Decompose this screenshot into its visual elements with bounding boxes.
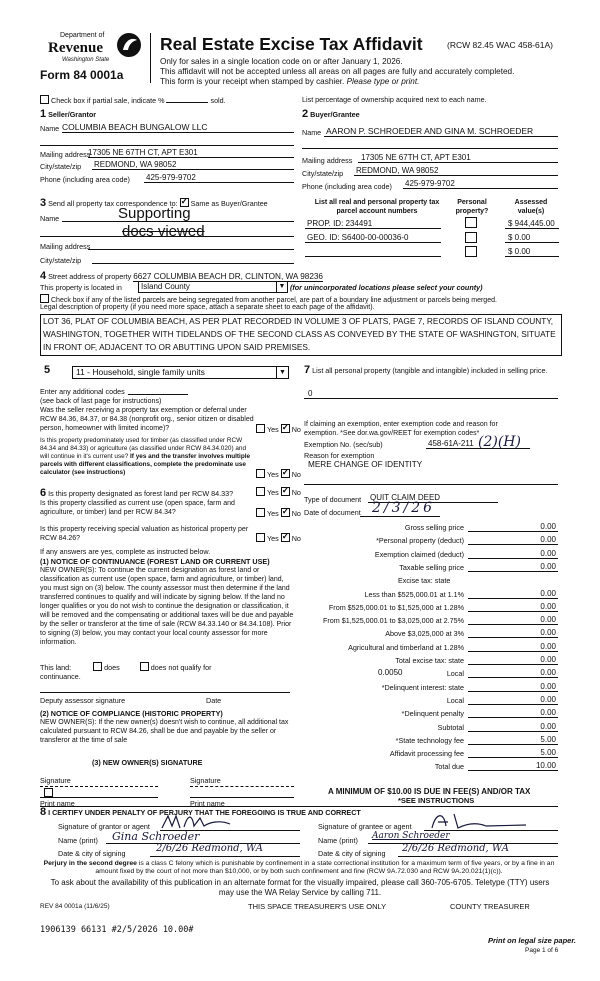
grantor-name-print[interactable]: Gina Schroeder: [112, 830, 200, 843]
tax-row-label: From $525,000.01 to $1,525,000 at 1.28%: [328, 603, 464, 612]
personal-property-checkbox[interactable]: [465, 232, 477, 243]
parcels-header-2: Personal property?: [455, 199, 489, 215]
tax-row-value[interactable]: 0.00: [540, 682, 556, 691]
exemption-intro: If claiming an exemption, enter exemption code and reason for exemption. *See dor.wa.gov/REET for exemption codes*: [304, 421, 498, 437]
form-citation: (RCW 82.45 WAC 458-61A): [447, 40, 553, 50]
doc-date[interactable]: 2/3/26: [372, 500, 436, 516]
yes-checkbox[interactable]: [256, 508, 265, 517]
located-in-label: This property is located in: [40, 283, 122, 292]
tax-row-value[interactable]: 0.00: [540, 695, 556, 704]
revision: REV 84 0001a (11/6/25): [40, 903, 110, 910]
grantee-date-label: Date & city of signing: [318, 849, 386, 858]
codes-note: (see back of last page for instructions): [40, 396, 162, 405]
county-treasurer: COUNTY TREASURER: [450, 902, 530, 911]
tax-row-value[interactable]: 0.00: [540, 655, 556, 664]
chevron-down-icon: ▼: [276, 367, 288, 378]
dor-logo: [40, 30, 148, 68]
local-rate[interactable]: 0.0050: [378, 668, 403, 677]
section5-number: 5: [44, 364, 51, 376]
owner-print-name-label-2: Print name: [190, 799, 225, 808]
buyer-name-label: Name: [302, 128, 322, 137]
seller-mailing[interactable]: 17305 NE 67TH CT, APT E301: [88, 148, 198, 157]
tax-row-value[interactable]: 0.00: [540, 522, 556, 531]
s5-q1-answer: Yes ✓ No: [256, 424, 301, 434]
tax-row-value[interactable]: 0.00: [540, 535, 556, 544]
exemption-label: Exemption No. (sec/sub): [304, 440, 383, 449]
segregated-row: Check box if any of the listed parcels are being segregated from another parcel, are part of a boundary line adjustment or parcels being merged.: [40, 294, 497, 306]
does-not-checkbox[interactable]: [140, 662, 149, 671]
sig-grantee-label: Signature of grantee or agent: [318, 822, 412, 831]
parcels-header-3: Assessed value(s): [514, 199, 548, 215]
tax-row-label: From $1,525,000.01 to $3,025,000 at 2.75%: [322, 616, 464, 625]
land-use-value: 11 - Household, single family units: [76, 367, 205, 377]
tax-row-value[interactable]: 5.00: [540, 735, 556, 744]
corr-city-label: City/state/zip: [40, 256, 82, 265]
supporting-stamp: Supporting: [118, 205, 191, 222]
no-checkbox[interactable]: [281, 508, 290, 517]
codes-label: Enter any additional codes: [40, 387, 125, 396]
doc-type[interactable]: QUIT CLAIM DEED: [370, 493, 441, 502]
s6-q2: Is this property classified as current use (open space, farm and agriculture, or timber) land per RCW 84.34?: [40, 500, 235, 516]
s6-q1: 6 Is this property designated as forest land per RCW 84.33?: [40, 487, 234, 499]
no-checkbox[interactable]: [281, 487, 290, 496]
yes-checkbox[interactable]: [256, 533, 265, 542]
tax-row-value[interactable]: 0.00: [540, 589, 556, 598]
notice1-title: (1) NOTICE OF CONTINUANCE (FOREST LAND OR CURRENT USE): [40, 557, 270, 566]
tax-row-value[interactable]: 0.00: [540, 708, 556, 717]
exemption-handwritten: (2)(H): [478, 434, 521, 450]
s6-q2-answer: Yes ✓ No: [256, 508, 301, 518]
tax-row-label: Less than $525,000.01 at 1.1%: [364, 590, 464, 599]
ownership-note: List percentage of ownership acquired next to each name.: [302, 95, 487, 104]
s6-q1-answer: Yes ✓ No: [256, 487, 301, 497]
s5-q1: Was the seller receiving a property tax exemption or deferral under RCW 84.36, 84.37, or 84.38 (nonprofit org., senior citizen or disabled person, homeowner with limited income)?: [40, 407, 254, 432]
tax-row-label: *Delinquent penalty: [401, 709, 464, 718]
buyer-name[interactable]: AARON P. SCHROEDER AND GINA M. SCHROEDER: [326, 126, 534, 136]
tax-row-label: Total due: [434, 762, 464, 771]
corr-mailing-label: Mailing address: [40, 242, 91, 251]
tax-row-label: *State technology fee: [395, 736, 464, 745]
docs-viewed-stamp: docs viewed: [122, 223, 205, 240]
buyer-phone[interactable]: 425-979-9702: [405, 179, 455, 188]
tax-row-label: *Personal property (deduct): [376, 536, 464, 545]
parcels-header-1: List all real and personal property tax parcel account numbers: [314, 199, 440, 215]
personal-property-checkbox[interactable]: [465, 246, 477, 257]
s5-q2-answer: Yes ✓ No: [256, 469, 301, 479]
page-number: Page 1 of 6: [525, 947, 559, 954]
exemption-number[interactable]: 458-61A-211: [428, 439, 474, 448]
s6-q3: Is this property receiving special valuation as historical property per RCW 84.26?: [40, 526, 249, 542]
s6-note: If any answers are yes, complete as instructed below.: [40, 547, 211, 556]
dept-line: Department of: [60, 32, 105, 39]
seller-name-label: Name: [40, 124, 60, 133]
owner-signature-box[interactable]: [44, 788, 53, 797]
seller-city-label: City/state/zip: [40, 162, 82, 171]
parcel-id[interactable]: PROP. ID: 234491: [307, 219, 373, 228]
grantor-signature[interactable]: [160, 812, 240, 832]
state-line: Washington State: [62, 57, 110, 63]
doc-type-label: Type of document: [304, 495, 362, 504]
receipt-stamp: 1906139 66131 #2/5/2026 10.00#: [40, 925, 194, 935]
no-checkbox[interactable]: [281, 469, 290, 478]
notice2-text: NEW OWNER(S): If the new owner(s) doesn't wish to continue, all additional tax calculated pursuant to RCW 84.26, shall be due and payable by the seller or transferor at the time of sale: [40, 719, 289, 744]
s6-q3-answer: Yes ✓ No: [256, 533, 301, 543]
grantor-name-label: Name (print): [58, 836, 98, 845]
header-line2: This affidavit will not be accepted unless all areas on all pages are fully and accurately completed.: [160, 67, 515, 76]
segregated-checkbox[interactable]: [40, 294, 49, 303]
notice1-text: NEW OWNER(S): To continue the current designation as forest land or classification as current use (open space, farm and agriculture, or timber) land, you must sign on (3) below. The county assessor must then determine if the land transferred continues to qualify and will indicate by signing below. If the land no longer qualifies or you do not wish to continue the designation or classification, it will be removed and the compensating or additional taxes will be due and payable by the seller or transferor at the time of sale (RCW 84.33.140 or 84.34.108). Prior to signing (3) below, you may contact your local county assessor for more information.: [40, 567, 294, 646]
tax-row-label: Total excise tax: state: [395, 656, 464, 665]
seller-heading: 1 Seller/Grantor: [40, 108, 97, 120]
tax-row-label: Exemption claimed (deduct): [374, 550, 464, 559]
corr-name-label: Name: [40, 214, 60, 223]
see-instructions: *SEE INSTRUCTIONS: [398, 796, 475, 805]
land-use-select[interactable]: [72, 366, 289, 379]
minimum-note: A MINIMUM OF $10.00 IS DUE IN FEE(S) AND/OR TAX: [328, 787, 531, 796]
grantor-date-city[interactable]: 2/6/26 Redmond, WA: [156, 843, 263, 854]
grantee-date-city[interactable]: 2/6/26 Redmond, WA: [402, 843, 509, 854]
header-line3: This form is your receipt when stamped by cashier. Please type or print.: [160, 77, 420, 86]
buyer-city-label: City/state/zip: [302, 169, 344, 178]
sig-grantor-label: Signature of grantor or agent: [58, 822, 150, 831]
yes-checkbox[interactable]: [256, 469, 265, 478]
buyer-heading: 2 Buyer/Grantee: [302, 108, 360, 120]
tax-row-label: Local: [446, 696, 464, 705]
form-title: Real Estate Excise Tax Affidavit: [160, 34, 423, 54]
exemption-reason[interactable]: MERE CHANGE OF IDENTITY: [308, 460, 423, 469]
continuance-label: continuance.: [40, 672, 81, 681]
buyer-phone-label: Phone (including area code): [302, 182, 392, 191]
revenue-logo-icon: [116, 32, 142, 58]
assessed-value[interactable]: $ 944,445.00: [508, 219, 555, 228]
owner-signature-label-2: Signature: [190, 776, 221, 785]
assessed-value[interactable]: $ 0.00: [508, 233, 531, 242]
tax-row-value[interactable]: 0.00: [540, 602, 556, 611]
property-address-row: 4 Street address of property 6627 COLUMBIA BEACH DR, CLINTON, WA 98236: [40, 270, 323, 282]
seller-mailing-label: Mailing address: [40, 150, 91, 159]
owner-signature-label: Signature: [40, 776, 71, 785]
grantor-date-label: Date & city of signing: [58, 849, 126, 858]
tax-row-value[interactable]: 0.00: [540, 642, 556, 651]
section7-title: 7 List all personal property (tangible and intangible) included in selling price.: [304, 364, 548, 376]
land-qualify-row: This land: does does not qualify for: [40, 663, 212, 672]
partial-sale-row: Check box if partial sale, indicate % sold.: [40, 95, 226, 105]
county-note: (for unincorporated locations please select your county): [290, 283, 483, 292]
legal-description[interactable]: LOT 36, PLAT OF COLUMBIA BEACH, AS PER PLAT RECORDED IN VOLUME 3 OF PLATS, PAGE 7, RECORDS OF ISLAND COUNTY, WASHINGTON, TOGETHER WITH TIDELANDS OF THE SECOND CLASS AS CONVEYED BY THE STATE OF WASHINGTON, SITUATE IN FRONT OF, ADJACENT TO OR ABUTTING UPON SAID PREMISES.: [40, 314, 562, 356]
accessibility-notice: To ask about the availability of this publication in an alternate format for the visually impaired, please call 360-705-6705. Teletype (TTY) users may use the WA Relay Service by calling 711.: [50, 878, 550, 897]
header-line1: Only for sales in a single location code on or after January 1, 2026.: [160, 57, 403, 66]
tax-row-label: Above $3,025,000 at 3%: [385, 629, 464, 638]
grantee-name-label: Name (print): [318, 836, 358, 845]
parcel-id[interactable]: GEO. ID: S6400-00-00036-0: [307, 233, 409, 242]
deputy-label: Deputy assessor signature: [40, 696, 126, 705]
grantee-signature[interactable]: [426, 810, 536, 832]
yes-checkbox[interactable]: [256, 424, 265, 433]
tax-row-label: Affidavit processing fee: [389, 749, 464, 758]
certify-title: 8 I CERTIFY UNDER PENALTY OF PERJURY THAT THE FOREGOING IS TRUE AND CORRECT: [40, 806, 361, 818]
no-checkbox[interactable]: [281, 533, 290, 542]
does-checkbox[interactable]: [93, 662, 102, 671]
print-legal: Print on legal size paper.: [488, 936, 576, 945]
tax-row-value[interactable]: 10.00: [535, 761, 556, 770]
grantee-name-print[interactable]: Aaron Schroeder: [372, 831, 450, 841]
owner-print-name-label: Print name: [40, 799, 75, 808]
tax-row-value[interactable]: 0.00: [540, 722, 556, 731]
seller-name[interactable]: COLUMBIA BEACH BUNGALOW LLC: [62, 122, 208, 132]
personal-property-checkbox[interactable]: [465, 217, 477, 228]
personal-property-value[interactable]: 0: [308, 389, 313, 398]
legal-label: Legal description of property (if you need more space, attach a separate sheet to each page of the affidavit).: [40, 304, 375, 311]
buyer-mailing[interactable]: 17305 NE 67TH CT, APT E301: [361, 153, 471, 162]
tax-row-label: Local: [446, 669, 464, 678]
s5-q2: Is this property predominately used for timber (as classified under RCW 84.34 and 84.33) or agriculture (as classified under RCW 84.34.020) and will continue in it's current use? If yes and the transfer involves multiple parcels with different classifications, complete the predominate use calculator (see instructions): [40, 437, 251, 476]
tax-row-value[interactable]: 0.00: [540, 615, 556, 624]
tax-row-label: *Delinquent interest: state: [381, 683, 464, 692]
tax-row-value[interactable]: 0.00: [540, 549, 556, 558]
perjury-notice: Perjury in the second degree is a class C felony which is punishable by confinement in a state correctional institution for a maximum term of five years, or by a fine in an amount fixed by the court of not more than $10,000, or by both such confinement and fine (RCW 9A.72.030 and RCW 9A.20.021(1)(c)).: [43, 860, 555, 875]
partial-sale-checkbox[interactable]: [40, 95, 49, 104]
buyer-city[interactable]: REDMOND, WA 98052: [356, 166, 439, 175]
reason-label: Reason for exemption: [304, 451, 375, 460]
chevron-down-icon: ▼: [276, 282, 287, 292]
notice3-title: (3) NEW OWNER(S) SIGNATURE: [92, 758, 203, 767]
deputy-date-label: Date: [206, 696, 222, 705]
buyer-mailing-label: Mailing address: [302, 156, 353, 165]
doc-date-label: Date of document: [304, 508, 361, 517]
form-number: Form 84 0001a: [40, 68, 124, 82]
tax-row-value[interactable]: 0.00: [540, 562, 556, 571]
tax-row-label: Excise tax: state: [398, 576, 451, 585]
seller-phone-label: Phone (including area code): [40, 175, 130, 184]
yes-checkbox[interactable]: [256, 487, 265, 496]
property-address[interactable]: 6627 COLUMBIA BEACH DR, CLINTON, WA 98236: [133, 272, 323, 281]
county-select[interactable]: [138, 281, 288, 293]
no-checkbox[interactable]: [281, 424, 290, 433]
correspondence-heading: 3 Send all property tax correspondence to: ✓ Same as Buyer/Grantee: [40, 197, 268, 211]
assessed-value[interactable]: $ 0.00: [508, 247, 531, 256]
revenue-wordmark: Revenue: [48, 40, 103, 56]
county-value: Island County: [141, 282, 190, 291]
treasurer-use: THIS SPACE TREASURER'S USE ONLY: [248, 902, 387, 911]
tax-row-label: Subtotal: [437, 723, 464, 732]
tax-row-value[interactable]: 5.00: [540, 748, 556, 757]
tax-row-value[interactable]: 0.00: [540, 628, 556, 637]
seller-phone[interactable]: 425-979-9702: [146, 173, 196, 182]
seller-city[interactable]: REDMOND, WA 98052: [94, 160, 177, 169]
tax-row-value[interactable]: 0.00: [540, 668, 556, 677]
tax-row-label: Gross selling price: [404, 523, 464, 532]
tax-row-label: Taxable selling price: [399, 563, 464, 572]
tax-row-label: Agricultural and timberland at 1.28%: [348, 643, 464, 652]
notice2-title: (2) NOTICE OF COMPLIANCE (HISTORIC PROPERTY): [40, 709, 223, 718]
